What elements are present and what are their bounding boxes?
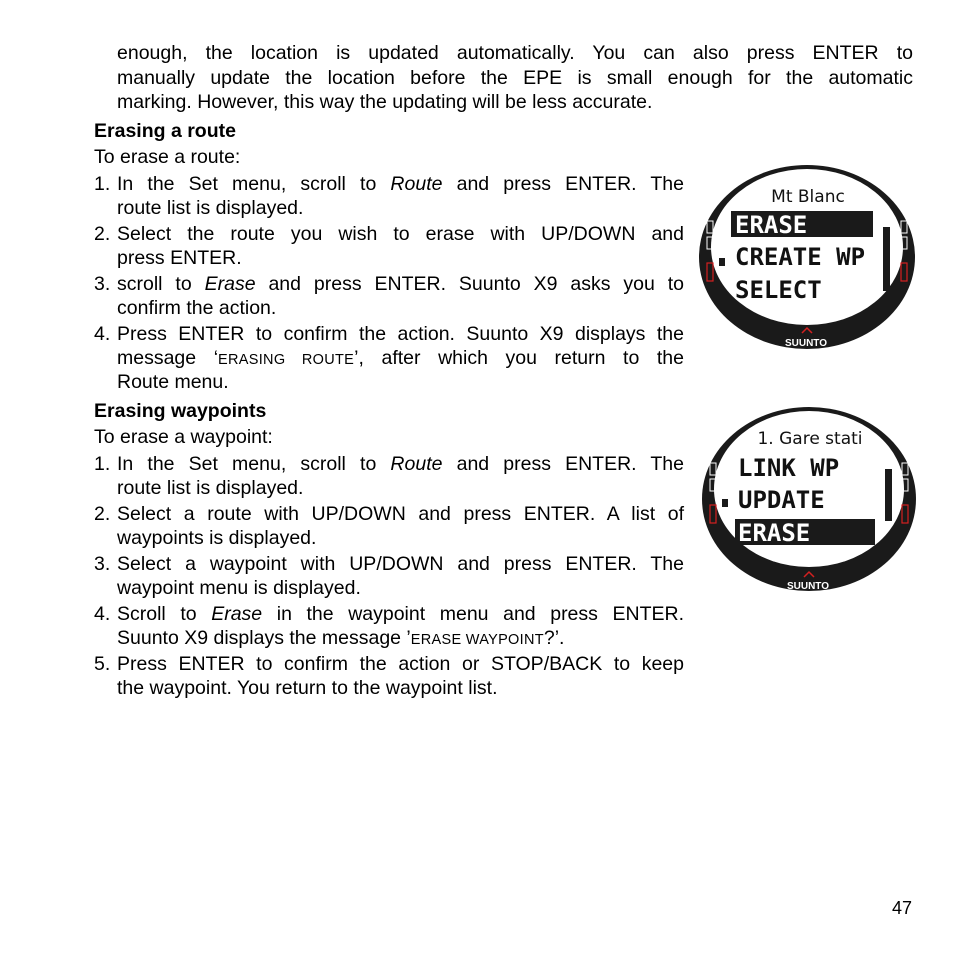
step-text-cont: press ENTER. [117, 247, 242, 269]
display-message: ERASING ROUTE [218, 352, 355, 368]
menu-term: Erase [211, 603, 263, 625]
route-lead: To erase a route: [94, 146, 241, 168]
step-number: 3. [94, 553, 111, 575]
intro-line-1: enough, the location is updated automatically. You can also press ENTER to [117, 42, 913, 64]
intro-line-2: manually update the location before the EPE is small enough for the automatic [117, 67, 913, 89]
waypoint-step-5 [94, 652, 684, 700]
route-step-3 [94, 272, 684, 320]
step-number: 2. [94, 503, 111, 525]
step-text: Select a waypoint with UP/DOWN and press ENTER. The [117, 553, 684, 575]
step-text-cont: route list is displayed. [117, 477, 304, 499]
step-number: 5. [94, 653, 111, 675]
step-text-cont: Suunto X9 displays the message ’ERASE WAYPOINT?’. [117, 627, 565, 649]
watch-menu-item: LINK WP [738, 454, 840, 482]
step-number: 1. [94, 453, 111, 475]
route-step-4 [94, 322, 684, 394]
watch-menu-item: UPDATE [738, 486, 825, 514]
step-text: In the Set menu, scroll to Route and press ENTER. The [117, 453, 684, 475]
watch-menu-item: CREATE WP [735, 243, 866, 271]
step-text: Select a route with UP/DOWN and press ENTER. A list of [117, 503, 684, 525]
step-text-cont: route list is displayed. [117, 197, 304, 219]
watch-menu-item: SELECT [735, 276, 822, 304]
step-text: Scroll to Erase in the waypoint menu and press ENTER. [117, 603, 684, 625]
menu-term: Route [390, 173, 443, 195]
step-number: 4. [94, 603, 111, 625]
step-text: scroll to Erase and press ENTER. Suunto X9 asks you to [117, 273, 684, 295]
page-number: 47 [892, 898, 913, 918]
selection-marker [719, 258, 725, 266]
waypoint-step-4 [94, 602, 684, 650]
scroll-bar [883, 227, 890, 291]
waypoint-step-1 [94, 452, 684, 500]
waypoint-step-2 [94, 502, 684, 550]
menu-term: Route [390, 453, 443, 475]
step-text: In the Set menu, scroll to Route and press ENTER. The [117, 173, 684, 195]
scroll-bar [885, 469, 892, 521]
menu-term: Erase [204, 273, 256, 295]
step-text-cont: message ‘ERASING ROUTE’, after which you return to the [117, 347, 684, 369]
watch-display-waypoint-menu [700, 405, 918, 595]
route-step-1 [94, 172, 684, 220]
watch-menu-item: ERASE [738, 519, 811, 547]
waypoint-heading: Erasing waypoints [94, 400, 267, 422]
step-text: Press ENTER to confirm the action or STOP/BACK to keep [117, 653, 684, 675]
route-heading: Erasing a route [94, 120, 236, 142]
step-text: Press ENTER to confirm the action. Suunto X9 displays the [117, 323, 684, 345]
display-message: ERASE WAYPOINT [410, 632, 544, 648]
step-number: 2. [94, 223, 111, 245]
waypoint-lead: To erase a waypoint: [94, 426, 273, 448]
watch-title: 1. Gare stati [757, 429, 863, 449]
watch-title: Mt Blanc [771, 187, 845, 207]
step-text-cont: waypoint menu is displayed. [117, 577, 361, 599]
step-text-cont: confirm the action. [117, 297, 277, 319]
watch-display-route-menu [697, 163, 917, 353]
step-number: 3. [94, 273, 111, 295]
waypoint-step-3 [94, 552, 684, 600]
step-text-cont: waypoints is displayed. [117, 527, 317, 549]
step-number: 1. [94, 173, 111, 195]
watch-menu-item: ERASE [735, 211, 808, 239]
step-text-end: Route menu. [117, 371, 229, 393]
step-text: Select the route you wish to erase with UP/DOWN and [117, 223, 684, 245]
step-text-cont: the waypoint. You return to the waypoint list. [117, 677, 498, 699]
watch-brand: SUUNTO [784, 338, 828, 349]
step-number: 4. [94, 323, 111, 345]
watch-brand: SUUNTO [786, 581, 830, 592]
selection-marker [722, 499, 728, 507]
route-step-2 [94, 222, 684, 270]
intro-line-3: marking. However, this way the updating will be less accurate. [117, 91, 653, 113]
